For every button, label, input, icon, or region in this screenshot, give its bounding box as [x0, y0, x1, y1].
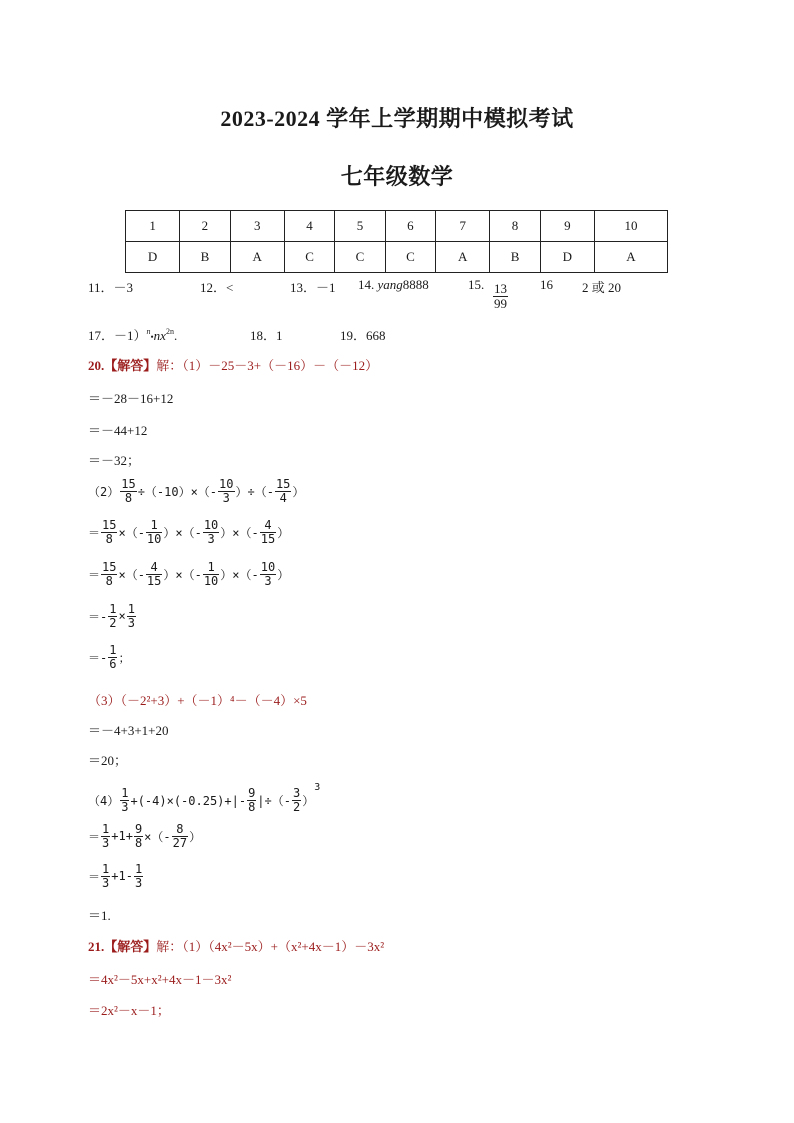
- table-cell: C: [385, 242, 435, 273]
- table-cell: 5: [335, 211, 385, 242]
- answer-18: 18．1: [250, 328, 283, 343]
- q20-step: ＝ $\frac{15}{8}$ ×（- $\frac{1}{10}$ ）×（- $\frac{10}{3}$ ）×（- $\frac{4}{15}$ ）: [88, 518, 290, 546]
- answer-17-end: .: [173, 328, 178, 343]
- answer-14-variable: yang: [377, 277, 403, 292]
- answer-14: [358, 277, 429, 293]
- q20-part2-expression: （2） $\frac{15}{8}$ ÷（-10）×（- $\frac{10}{3}$ ）÷（- $\frac{15}{4}$ ）: [88, 477, 305, 505]
- answer-14-value: 8888: [402, 277, 429, 292]
- q20-step: ＝- $\frac{1}{2}$ × $\frac{1}{3}$: [88, 602, 135, 630]
- table-row-numbers: [126, 211, 668, 242]
- q20-part4-expression: （4） $\frac{1}{3}$ +(-4)×(-0.25)+|- $\frac{9}{8}$ |÷（- $\frac{3}{2}$ ）3: [88, 782, 321, 814]
- q21-step: ＝4x²－5x+x²+4x－1－3x²: [88, 972, 232, 987]
- q20-header: [88, 355, 378, 374]
- solution-label: 解：: [156, 358, 183, 373]
- q20-step: ＝ $\frac{1}{3}$ +1- $\frac{1}{3}$: [88, 862, 143, 890]
- answer-19: 19．668: [340, 328, 386, 343]
- table-cell: A: [436, 242, 490, 273]
- table-cell: C: [284, 242, 334, 273]
- answer-table: [125, 210, 668, 273]
- table-cell: 2: [180, 211, 230, 242]
- table-row-answers: [126, 242, 668, 273]
- answer-label: 21.【解答】: [88, 939, 157, 954]
- table-cell: 6: [385, 211, 435, 242]
- answer-15-fraction: [492, 282, 509, 310]
- fraction-numerator: 13: [494, 281, 507, 296]
- q20-part1-expression: （1）－25－3+（－16）－（－12）: [182, 358, 379, 373]
- table-cell: 8: [490, 211, 540, 242]
- answer-17-text: 17．－1）: [88, 328, 147, 343]
- table-cell: D: [126, 242, 180, 273]
- answer-17-exponent: n: [146, 327, 151, 336]
- answer-17: [88, 325, 177, 344]
- q20-step: ＝ $\frac{1}{3}$ +1+ $\frac{9}{8}$ ×（- $\frac{8}{27}$ ）: [88, 822, 202, 850]
- q20-step: ＝ $\frac{15}{8}$ ×（- $\frac{4}{15}$ ）×（- $\frac{1}{10}$ ）×（- $\frac{10}{3}$ ）: [88, 560, 290, 588]
- q20-step: ＝－32；: [88, 453, 141, 468]
- page-subtitle: 七年级数学: [340, 164, 454, 189]
- q20-step: ＝－44+12: [88, 423, 148, 438]
- table-cell: 7: [436, 211, 490, 242]
- answer-16-value: 2 或 20: [582, 280, 622, 295]
- q20-step: ＝1.: [88, 908, 111, 923]
- fraction-denominator: 99: [494, 295, 507, 311]
- page-title: 2023-2024 学年上学期期中模拟考试: [220, 106, 574, 131]
- answer-11: 11．－3: [88, 280, 134, 295]
- table-cell: C: [335, 242, 385, 273]
- q20-step: ＝－4+3+1+20: [88, 723, 169, 738]
- answer-15-number: 15.: [468, 277, 485, 292]
- answer-17-dot: •: [150, 332, 154, 342]
- table-cell: 3: [230, 211, 284, 242]
- answer-14-number: 14.: [358, 277, 375, 292]
- answer-17-variable: nx: [153, 328, 166, 343]
- answer-17-exponent-2: 2n: [165, 327, 174, 336]
- table-cell: A: [594, 242, 667, 273]
- table-cell: A: [230, 242, 284, 273]
- answer-label: 20.【解答】: [88, 358, 157, 373]
- table-cell: D: [540, 242, 594, 273]
- solution-label: 解：: [156, 939, 183, 954]
- answer-16: 16: [540, 277, 553, 292]
- q20-step: ＝－28－16+12: [88, 391, 174, 406]
- table-cell: B: [180, 242, 230, 273]
- q20-step: ＝20；: [88, 753, 128, 768]
- table-cell: B: [490, 242, 540, 273]
- table-cell: 9: [540, 211, 594, 242]
- q21-expression: （1）（4x²－5x）+（x²+4x－1）－3x²: [182, 939, 385, 954]
- table-cell: 10: [594, 211, 667, 242]
- q20-step: ＝- $\frac{1}{6}$ ；: [88, 643, 131, 671]
- table-cell: 1: [126, 211, 180, 242]
- answer-12: 12．<: [200, 280, 234, 295]
- q21-step: ＝2x²－x－1；: [88, 1003, 170, 1018]
- q20-part3-expression: （3）（－2²+3）+（－1）⁴－（－4）×5: [88, 693, 307, 708]
- q21-header: [88, 936, 384, 955]
- exponent: 3: [314, 782, 321, 793]
- table-cell: 4: [284, 211, 334, 242]
- answer-13: 13．－1: [290, 280, 336, 295]
